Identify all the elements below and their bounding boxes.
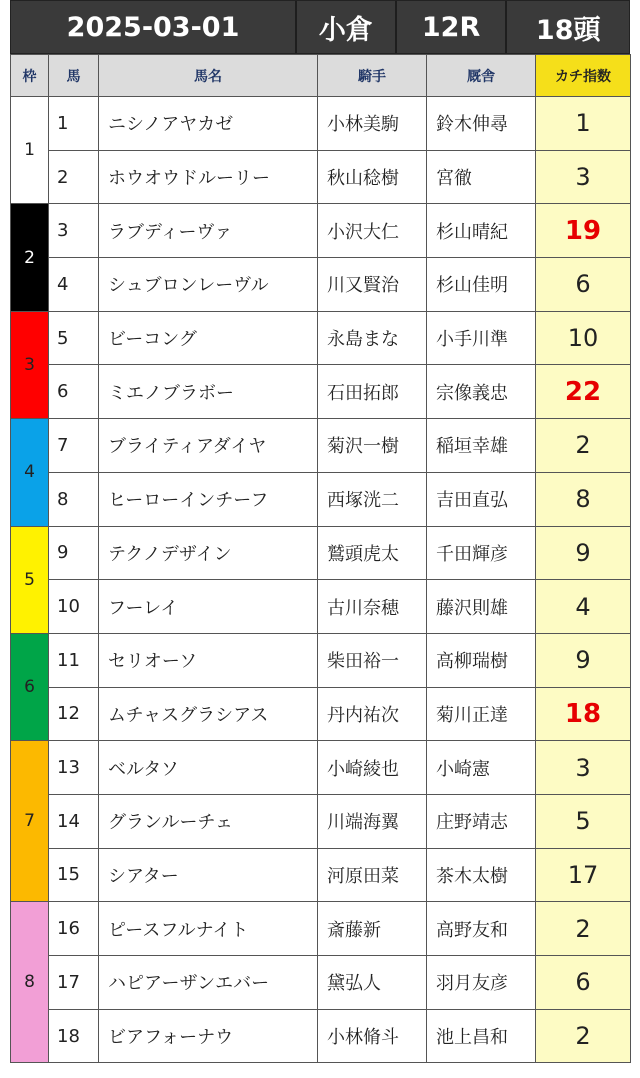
kachi-index: 9 bbox=[536, 526, 631, 580]
kachi-index: 6 bbox=[536, 956, 631, 1010]
kachi-index: 2 bbox=[536, 419, 631, 473]
jockey-name: 川又賢治 bbox=[318, 258, 427, 312]
table-row bbox=[11, 633, 631, 687]
entry-table bbox=[10, 54, 631, 1063]
table-row bbox=[11, 580, 631, 634]
kachi-index: 3 bbox=[536, 150, 631, 204]
jockey-name: 秋山稔樹 bbox=[318, 150, 427, 204]
jockey-name: 鷲頭虎太 bbox=[318, 526, 427, 580]
horse-number: 14 bbox=[49, 794, 99, 848]
trainer-name: 千田輝彦 bbox=[427, 526, 536, 580]
horse-name: ハピアーザンエバー bbox=[99, 956, 318, 1010]
trainer-name: 庄野靖志 bbox=[427, 794, 536, 848]
table-row bbox=[11, 902, 631, 956]
trainer-name: 池上昌和 bbox=[427, 1009, 536, 1063]
horse-name: ヒーローインチーフ bbox=[99, 472, 318, 526]
horse-name: ミエノブラボー bbox=[99, 365, 318, 419]
trainer-name: 吉田直弘 bbox=[427, 472, 536, 526]
horse-name: グランルーチェ bbox=[99, 794, 318, 848]
table-row bbox=[11, 687, 631, 741]
table-row bbox=[11, 526, 631, 580]
horse-number: 18 bbox=[49, 1009, 99, 1063]
table-header-row bbox=[11, 55, 631, 97]
frame-cell: 6 bbox=[11, 633, 49, 740]
horse-number: 2 bbox=[49, 150, 99, 204]
trainer-name: 宮徹 bbox=[427, 150, 536, 204]
trainer-name: 茶木太樹 bbox=[427, 848, 536, 902]
frame-cell: 4 bbox=[11, 419, 49, 526]
jockey-name: 川端海翼 bbox=[318, 794, 427, 848]
jockey-name: 小崎綾也 bbox=[318, 741, 427, 795]
kachi-index: 3 bbox=[536, 741, 631, 795]
trainer-name: 小手川準 bbox=[427, 311, 536, 365]
trainer-name: 高野友和 bbox=[427, 902, 536, 956]
race-card bbox=[10, 0, 630, 1063]
kachi-index: 5 bbox=[536, 794, 631, 848]
table-row bbox=[11, 311, 631, 365]
horse-number: 7 bbox=[49, 419, 99, 473]
table-row bbox=[11, 1009, 631, 1063]
col-header-waku: 枠 bbox=[11, 55, 49, 97]
col-header-trainer: 厩舎 bbox=[427, 55, 536, 97]
table-row bbox=[11, 365, 631, 419]
kachi-index-highlight: 19 bbox=[536, 204, 631, 258]
horse-number: 6 bbox=[49, 365, 99, 419]
horse-number: 17 bbox=[49, 956, 99, 1010]
race-header bbox=[10, 0, 630, 54]
horse-number: 8 bbox=[49, 472, 99, 526]
horse-name: ビアフォーナウ bbox=[99, 1009, 318, 1063]
horse-number: 12 bbox=[49, 687, 99, 741]
col-header-num: 馬 bbox=[49, 55, 99, 97]
horse-name: テクノデザイン bbox=[99, 526, 318, 580]
table-row bbox=[11, 472, 631, 526]
jockey-name: 小林脩斗 bbox=[318, 1009, 427, 1063]
horse-name: ビーコング bbox=[99, 311, 318, 365]
kachi-index: 1 bbox=[536, 97, 631, 151]
jockey-name: 西塚洸二 bbox=[318, 472, 427, 526]
frame-cell: 7 bbox=[11, 741, 49, 902]
horse-number: 9 bbox=[49, 526, 99, 580]
jockey-name: 石田拓郎 bbox=[318, 365, 427, 419]
jockey-name: 丹内祐次 bbox=[318, 687, 427, 741]
trainer-name: 小崎憲 bbox=[427, 741, 536, 795]
trainer-name: 羽月友彦 bbox=[427, 956, 536, 1010]
horse-number: 4 bbox=[49, 258, 99, 312]
table-row bbox=[11, 848, 631, 902]
col-header-jockey: 騎手 bbox=[318, 55, 427, 97]
frame-cell: 5 bbox=[11, 526, 49, 633]
horse-name: シュブロンレーヴル bbox=[99, 258, 318, 312]
jockey-name: 小林美駒 bbox=[318, 97, 427, 151]
col-header-horse: 馬名 bbox=[99, 55, 318, 97]
table-row bbox=[11, 741, 631, 795]
horse-name: ベルタソ bbox=[99, 741, 318, 795]
kachi-index: 10 bbox=[536, 311, 631, 365]
horse-number: 11 bbox=[49, 633, 99, 687]
trainer-name: 稲垣幸雄 bbox=[427, 419, 536, 473]
jockey-name: 柴田裕一 bbox=[318, 633, 427, 687]
kachi-index: 9 bbox=[536, 633, 631, 687]
horse-name: シアター bbox=[99, 848, 318, 902]
horse-name: ニシノアヤカゼ bbox=[99, 97, 318, 151]
frame-cell: 1 bbox=[11, 97, 49, 204]
trainer-name: 菊川正達 bbox=[427, 687, 536, 741]
table-row bbox=[11, 97, 631, 151]
table-row bbox=[11, 956, 631, 1010]
jockey-name: 永島まな bbox=[318, 311, 427, 365]
jockey-name: 小沢大仁 bbox=[318, 204, 427, 258]
horse-name: フーレイ bbox=[99, 580, 318, 634]
kachi-index-highlight: 22 bbox=[536, 365, 631, 419]
trainer-name: 杉山佳明 bbox=[427, 258, 536, 312]
trainer-name: 杉山晴紀 bbox=[427, 204, 536, 258]
table-row bbox=[11, 150, 631, 204]
trainer-name: 宗像義忠 bbox=[427, 365, 536, 419]
kachi-index: 6 bbox=[536, 258, 631, 312]
table-row bbox=[11, 794, 631, 848]
horse-name: ピースフルナイト bbox=[99, 902, 318, 956]
frame-cell: 8 bbox=[11, 902, 49, 1063]
jockey-name: 斎藤新 bbox=[318, 902, 427, 956]
table-row bbox=[11, 204, 631, 258]
field-size: 18頭 bbox=[535, 14, 601, 46]
table-row bbox=[11, 419, 631, 473]
kachi-index: 17 bbox=[536, 848, 631, 902]
jockey-name: 古川奈穂 bbox=[318, 580, 427, 634]
kachi-index: 2 bbox=[536, 1009, 631, 1063]
horse-number: 13 bbox=[49, 741, 99, 795]
horse-number: 5 bbox=[49, 311, 99, 365]
horse-number: 16 bbox=[49, 902, 99, 956]
race-venue: 小倉 bbox=[297, 1, 397, 53]
horse-name: ムチャスグラシアス bbox=[99, 687, 318, 741]
horse-name: ブライティアダイヤ bbox=[99, 419, 318, 473]
horse-number: 10 bbox=[49, 580, 99, 634]
col-header-kachi: カチ指数 bbox=[536, 55, 631, 97]
jockey-name: 菊沢一樹 bbox=[318, 419, 427, 473]
frame-cell: 2 bbox=[11, 204, 49, 311]
kachi-index-highlight: 18 bbox=[536, 687, 631, 741]
jockey-name: 黛弘人 bbox=[318, 956, 427, 1010]
race-date: 2025-03-01 bbox=[11, 1, 297, 53]
kachi-index: 4 bbox=[536, 580, 631, 634]
horse-number: 3 bbox=[49, 204, 99, 258]
frame-cell: 3 bbox=[11, 311, 49, 418]
race-number: 12R bbox=[397, 1, 508, 53]
horse-name: セリオーソ bbox=[99, 633, 318, 687]
horse-name: ラブディーヴァ bbox=[99, 204, 318, 258]
kachi-index: 2 bbox=[536, 902, 631, 956]
trainer-name: 高柳瑞樹 bbox=[427, 633, 536, 687]
trainer-name: 鈴木伸尋 bbox=[427, 97, 536, 151]
horse-number: 15 bbox=[49, 848, 99, 902]
horse-name: ホウオウドルーリー bbox=[99, 150, 318, 204]
table-row bbox=[11, 258, 631, 312]
kachi-index: 8 bbox=[536, 472, 631, 526]
horse-number: 1 bbox=[49, 97, 99, 151]
jockey-name: 河原田菜 bbox=[318, 848, 427, 902]
trainer-name: 藤沢則雄 bbox=[427, 580, 536, 634]
